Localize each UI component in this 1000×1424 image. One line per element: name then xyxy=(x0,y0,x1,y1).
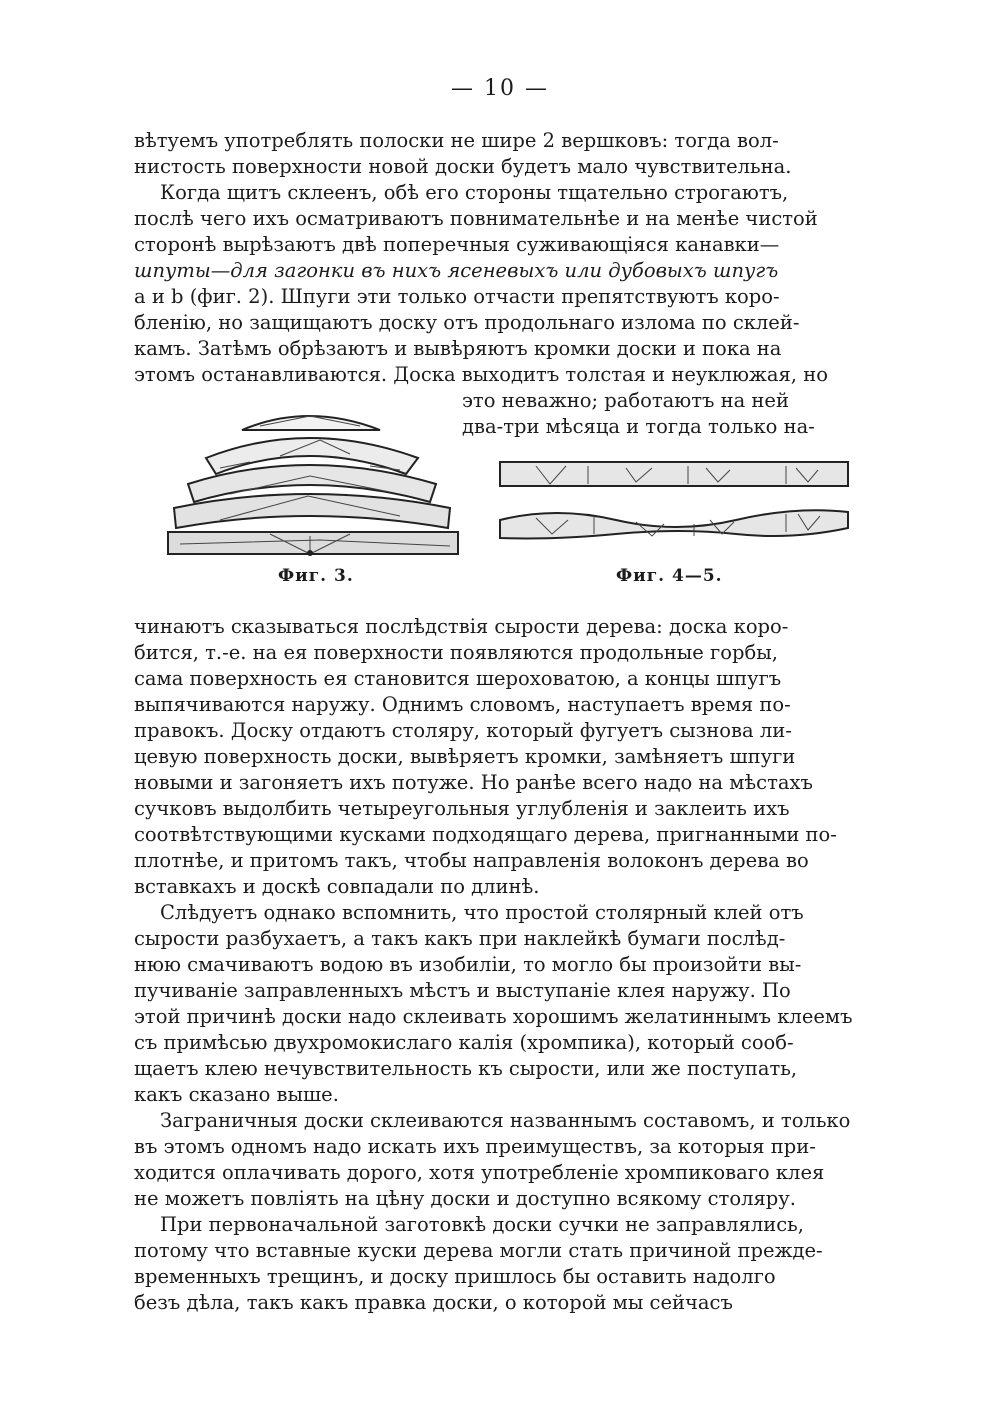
text-line: цевую поверхность доски, вывѣряетъ кромки, замѣняетъ шпуги xyxy=(134,745,796,768)
text-line: При первоначальной заготовкѣ доски сучки не заправлялись, xyxy=(160,1213,804,1236)
text-line: временныхъ трещинъ, и доску пришлось бы оставить надолго xyxy=(134,1265,776,1288)
text-line: Слѣдуетъ однако вспомнить, что простой столярный клей отъ xyxy=(160,901,804,924)
text-line: щаетъ клею нечувствительность къ сырости, или же поступать, xyxy=(134,1057,798,1080)
text-line: соотвѣтствующими кусками подходящаго дерева, пригнанными по- xyxy=(134,823,837,846)
text-line: бленiю, но защищаютъ доску отъ продольнаго излома по склей- xyxy=(134,311,800,334)
figure-4-5-illustration xyxy=(496,458,852,544)
text-line: a и b (фиг. 2). Шпуги эти только отчасти препятствуютъ коро- xyxy=(134,285,780,308)
text-line: камъ. Затѣмъ обрѣзаютъ и вывѣряютъ кромки доски и пока на xyxy=(134,337,782,360)
text-line: этой причинѣ доски надо склеивать хорошимъ желатиннымъ клеемъ xyxy=(134,1005,853,1028)
text-line: правокъ. Доску отдаютъ столяру, который фугуетъ сызнова ли- xyxy=(134,719,792,742)
text-line: сторонѣ вырѣзаютъ двѣ поперечныя суживающiяся канавки— xyxy=(134,233,780,256)
text-line: Заграничныя доски склеиваются названнымъ составомъ, и только xyxy=(160,1109,851,1132)
text-line: сучковъ выдолбить четыреугольныя углубленiя и заклеить ихъ xyxy=(134,797,790,820)
text-line: вставкахъ и доскѣ совпадали по длинѣ. xyxy=(134,875,540,898)
text-line: сырости разбухаетъ, а такъ какъ при наклейкѣ бумаги послѣд- xyxy=(134,927,786,950)
text-line: шпуты—для загонки въ нихъ ясеневыхъ или дубовыхъ шпугъ xyxy=(134,259,779,282)
text-line: это неважно; работаютъ на ней xyxy=(462,389,789,412)
text-line: вѣтуемъ употреблять полоски не шире 2 вершковъ: тогда вол- xyxy=(134,129,779,152)
text-line: этомъ останавливаются. Доска выходитъ толстая и неуклюжая, но xyxy=(134,363,828,386)
text-line: бится, т.-е. на ея поверхности появляются продольные горбы, xyxy=(134,641,778,664)
text-line: не можетъ повлiять на цѣну доски и доступно всякому столяру. xyxy=(134,1187,796,1210)
text-line: нюю смачиваютъ водою въ изобилiи, то могло бы произойти вы- xyxy=(134,953,802,976)
text-line: Когда щитъ склеенъ, обѣ его стороны тщательно строгаютъ, xyxy=(160,181,789,204)
text-line: послѣ чего ихъ осматриваютъ повнимательнѣе и на менѣе чистой xyxy=(134,207,818,230)
text-line: два-три мѣсяца и тогда только на- xyxy=(462,415,815,438)
knot-mark xyxy=(307,550,313,556)
figure-3-caption: Фиг. 3. xyxy=(278,566,354,586)
text-line: потому что вставные куски дерева могли стать причиной прежде- xyxy=(134,1239,823,1262)
text-line: новыми и загоняетъ ихъ потуже. Но ранѣе всего надо на мѣстахъ xyxy=(134,771,813,794)
text-line: нистость поверхности новой доски будетъ мало чувствительна. xyxy=(134,155,792,178)
text-line: сама поверхность ея становится шероховатою, а концы шпугъ xyxy=(134,667,782,690)
text-line: какъ сказано выше. xyxy=(134,1083,339,1106)
text-line: ходится оплачивать дорого, хотя употребленiе хромпиковаго клея xyxy=(134,1161,825,1184)
text-line: плотнѣе, и притомъ такъ, чтобы направленiя волоконъ дерева во xyxy=(134,849,809,872)
text-line: чинаютъ сказываться послѣдствiя сырости дерева: доска коро- xyxy=(134,615,789,638)
text-line: выпячиваются наружу. Однимъ словомъ, наступаетъ время по- xyxy=(134,693,791,716)
page-number: — 10 — xyxy=(451,76,549,101)
text-line: съ примѣсью двухромокислаго калiя (хромпика), который сооб- xyxy=(134,1031,794,1054)
figure-4-5-caption: Фиг. 4—5. xyxy=(616,566,723,586)
text-line: безъ дѣла, такъ какъ правка доски, о которой мы сейчасъ xyxy=(134,1291,733,1314)
text-line: пучиванiе заправленныхъ мѣстъ и выступанiе клея наружу. По xyxy=(134,979,791,1002)
text-line: въ этомъ одномъ надо искать ихъ преимуществъ, за которыя при- xyxy=(134,1135,816,1158)
figure-3-illustration xyxy=(160,396,460,558)
